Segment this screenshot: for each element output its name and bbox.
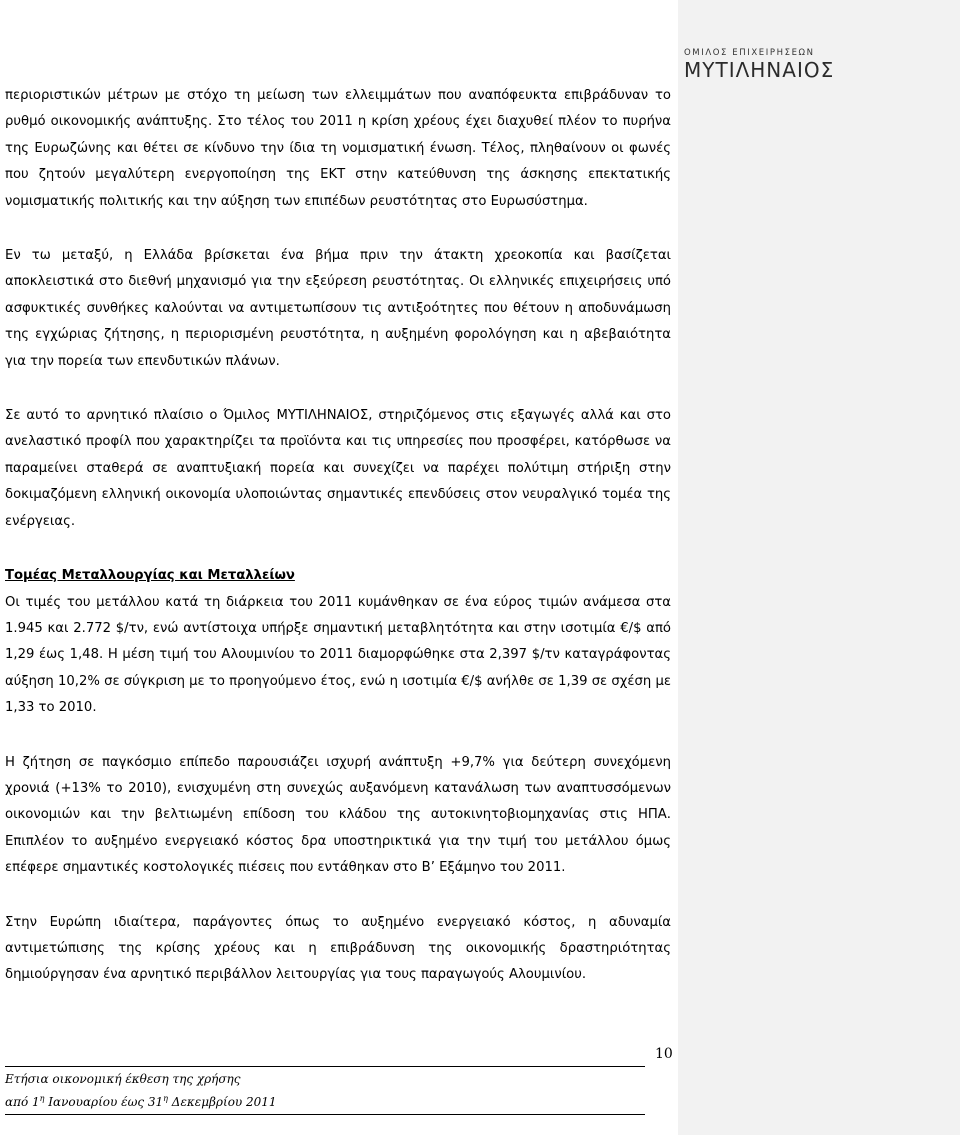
footer-period-sup-b: η bbox=[163, 1094, 168, 1103]
section-paragraph-2: Η ζήτηση σε παγκόσμιο επίπεδο παρουσιάζει ισχυρή ανάπτυξη +9,7% για δεύτερη συνεχόμενη χρονιά (+13% το 2010), ενισχυμένη στη συνεχώς αυξανόμενη κατανάλωση των αναπτυσσόμενων οικονομιών και την βελτιωμένη επίδοση του κλάδου της αυτοκινητοβιομηχανίας στις ΗΠΑ. Επιπλέον το αυξημένο ενεργειακό κόστος δρα υποστηρικτικά για την τιμή του μετάλλου όμως επέφερε σημαντικές κοστολογικές πιέσεις που εντάθηκαν στο Β’ Εξάμηνο του 2011. bbox=[5, 754, 671, 876]
footer-period bbox=[5, 1089, 645, 1115]
paragraph-1: περιοριστικών μέτρων με στόχο τη μείωση των ελλειμμάτων που αναπόφευκτα επιβράδυναν το ρυθμό οικονομικής ανάπτυξης. Στο τέλος του 2011 η κρίση χρέους έχει διαχυθεί πλέον το πυρήνα της Ευρωζώνης και θέτει σε κίνδυνο την ίδια τη νομισματική ένωση. Τέλος, πληθαίνουν οι φωνές που ζητούν μεγαλύτερη ενεργοποίηση της ΕΚΤ στην κατεύθυνση της άσκησης επεκτατικής νομισματικής πολιτικής και την αύξηση των επιπέδων ρευστότητας στο Ευρωσύστημα. bbox=[5, 88, 671, 209]
document-body bbox=[5, 83, 671, 1017]
page-footer bbox=[5, 1066, 645, 1115]
paragraph-2: Εν τω μεταξύ, η Ελλάδα βρίσκεται ένα βήμα πριν την άτακτη χρεοκοπία και βασίζεται αποκλειστικά στο διεθνή μηχανισμό για την εξεύρεση ρευστότητας. Οι ελληνικές επιχειρήσεις υπό ασφυκτικές συνθήκες καλούνται να αντιμετωπίσουν τις αντιξοότητες που θέτουν η αποδυνάμωση της εγχώριας ζήτησης, η περιορισμένη ρευστότητα, η αυξημένη φορολόγηση και η αβεβαιότητα για την πορεία των επενδυτικών πλάνων. bbox=[5, 248, 671, 369]
footer-period-sup-a: η bbox=[39, 1094, 45, 1103]
section-paragraph-1: Οι τιμές του μετάλλου κατά τη διάρκεια του 2011 κυμάνθηκαν σε ένα εύρος τιμών ανάμεσα στα 1.945 και 2.772 $/τν, ενώ αντίστοιχα υπήρξε σημαντική μεταβλητότητα και στην ισοτιμία €/$ από 1,29 έως 1,48. Η μέση τιμή του Αλουμινίου το 2011 διαμορφώθηκε στα 2,397 $/τν καταγράφοντας αύξηση 10,2% σε σύγκριση με το προηγούμενο έτος, ενώ η ισοτιμία €/$ ανήλθε σε 1,39 σε σχέση με 1,33 το 2010. bbox=[5, 594, 671, 716]
footer-period-part-b: Ιανουαρίου έως 31 bbox=[44, 1095, 164, 1109]
logo-main-text: ΜΥΤΙΛΗΝΑΙΟΣ bbox=[684, 58, 835, 82]
paragraph-3: Σε αυτό το αρνητικό πλαίσιο ο Όμιλος ΜΥΤΙΛΗΝΑΙΟΣ, στηριζόμενος στις εξαγωγές αλλά και στο ανελαστικό προφίλ που χαρακτηρίζει τα προϊόντα και τις υπηρεσίες που προσφέρει, κατόρθωσε να παραμείνει σταθερά σε αναπτυξιακή πορεία και συνεχίζει να παρέχει πολύτιμη στήριξη στην δοκιμαζόμενη ελληνική οικονομία υλοποιώντας σημαντικές επενδύσεις στον νευραλγικό τομέα της ενέργειας. bbox=[5, 408, 671, 529]
page-number: 10 bbox=[655, 1046, 673, 1062]
footer-period-part-a: από 1 bbox=[5, 1095, 40, 1109]
section-heading: Τομέας Μεταλλουργίας και Μεταλλείων bbox=[5, 568, 295, 584]
logo-top-text: ΟΜΙΛΟΣ ΕΠΙΧΕΙΡΗΣΕΩΝ bbox=[684, 48, 815, 58]
company-logo bbox=[684, 48, 884, 81]
footer-period-part-c: Δεκεμβρίου 2011 bbox=[167, 1095, 277, 1109]
footer-report-title: Ετήσια οικονομική έκθεση της χρήσης bbox=[5, 1072, 241, 1086]
section-paragraph-3: Στην Ευρώπη ιδιαίτερα, παράγοντες όπως το αυξημένο ενεργειακό κόστος, η αδυναμία αντιμετώπισης της κρίσης χρέους και η επιβράδυνση της οικονομικής δραστηριότητας δημιούργησαν ένα αρνητικό περιβάλλον λειτουργίας για τους παραγωγούς Αλουμινίου. bbox=[5, 914, 671, 983]
right-margin-panel bbox=[678, 0, 960, 1135]
